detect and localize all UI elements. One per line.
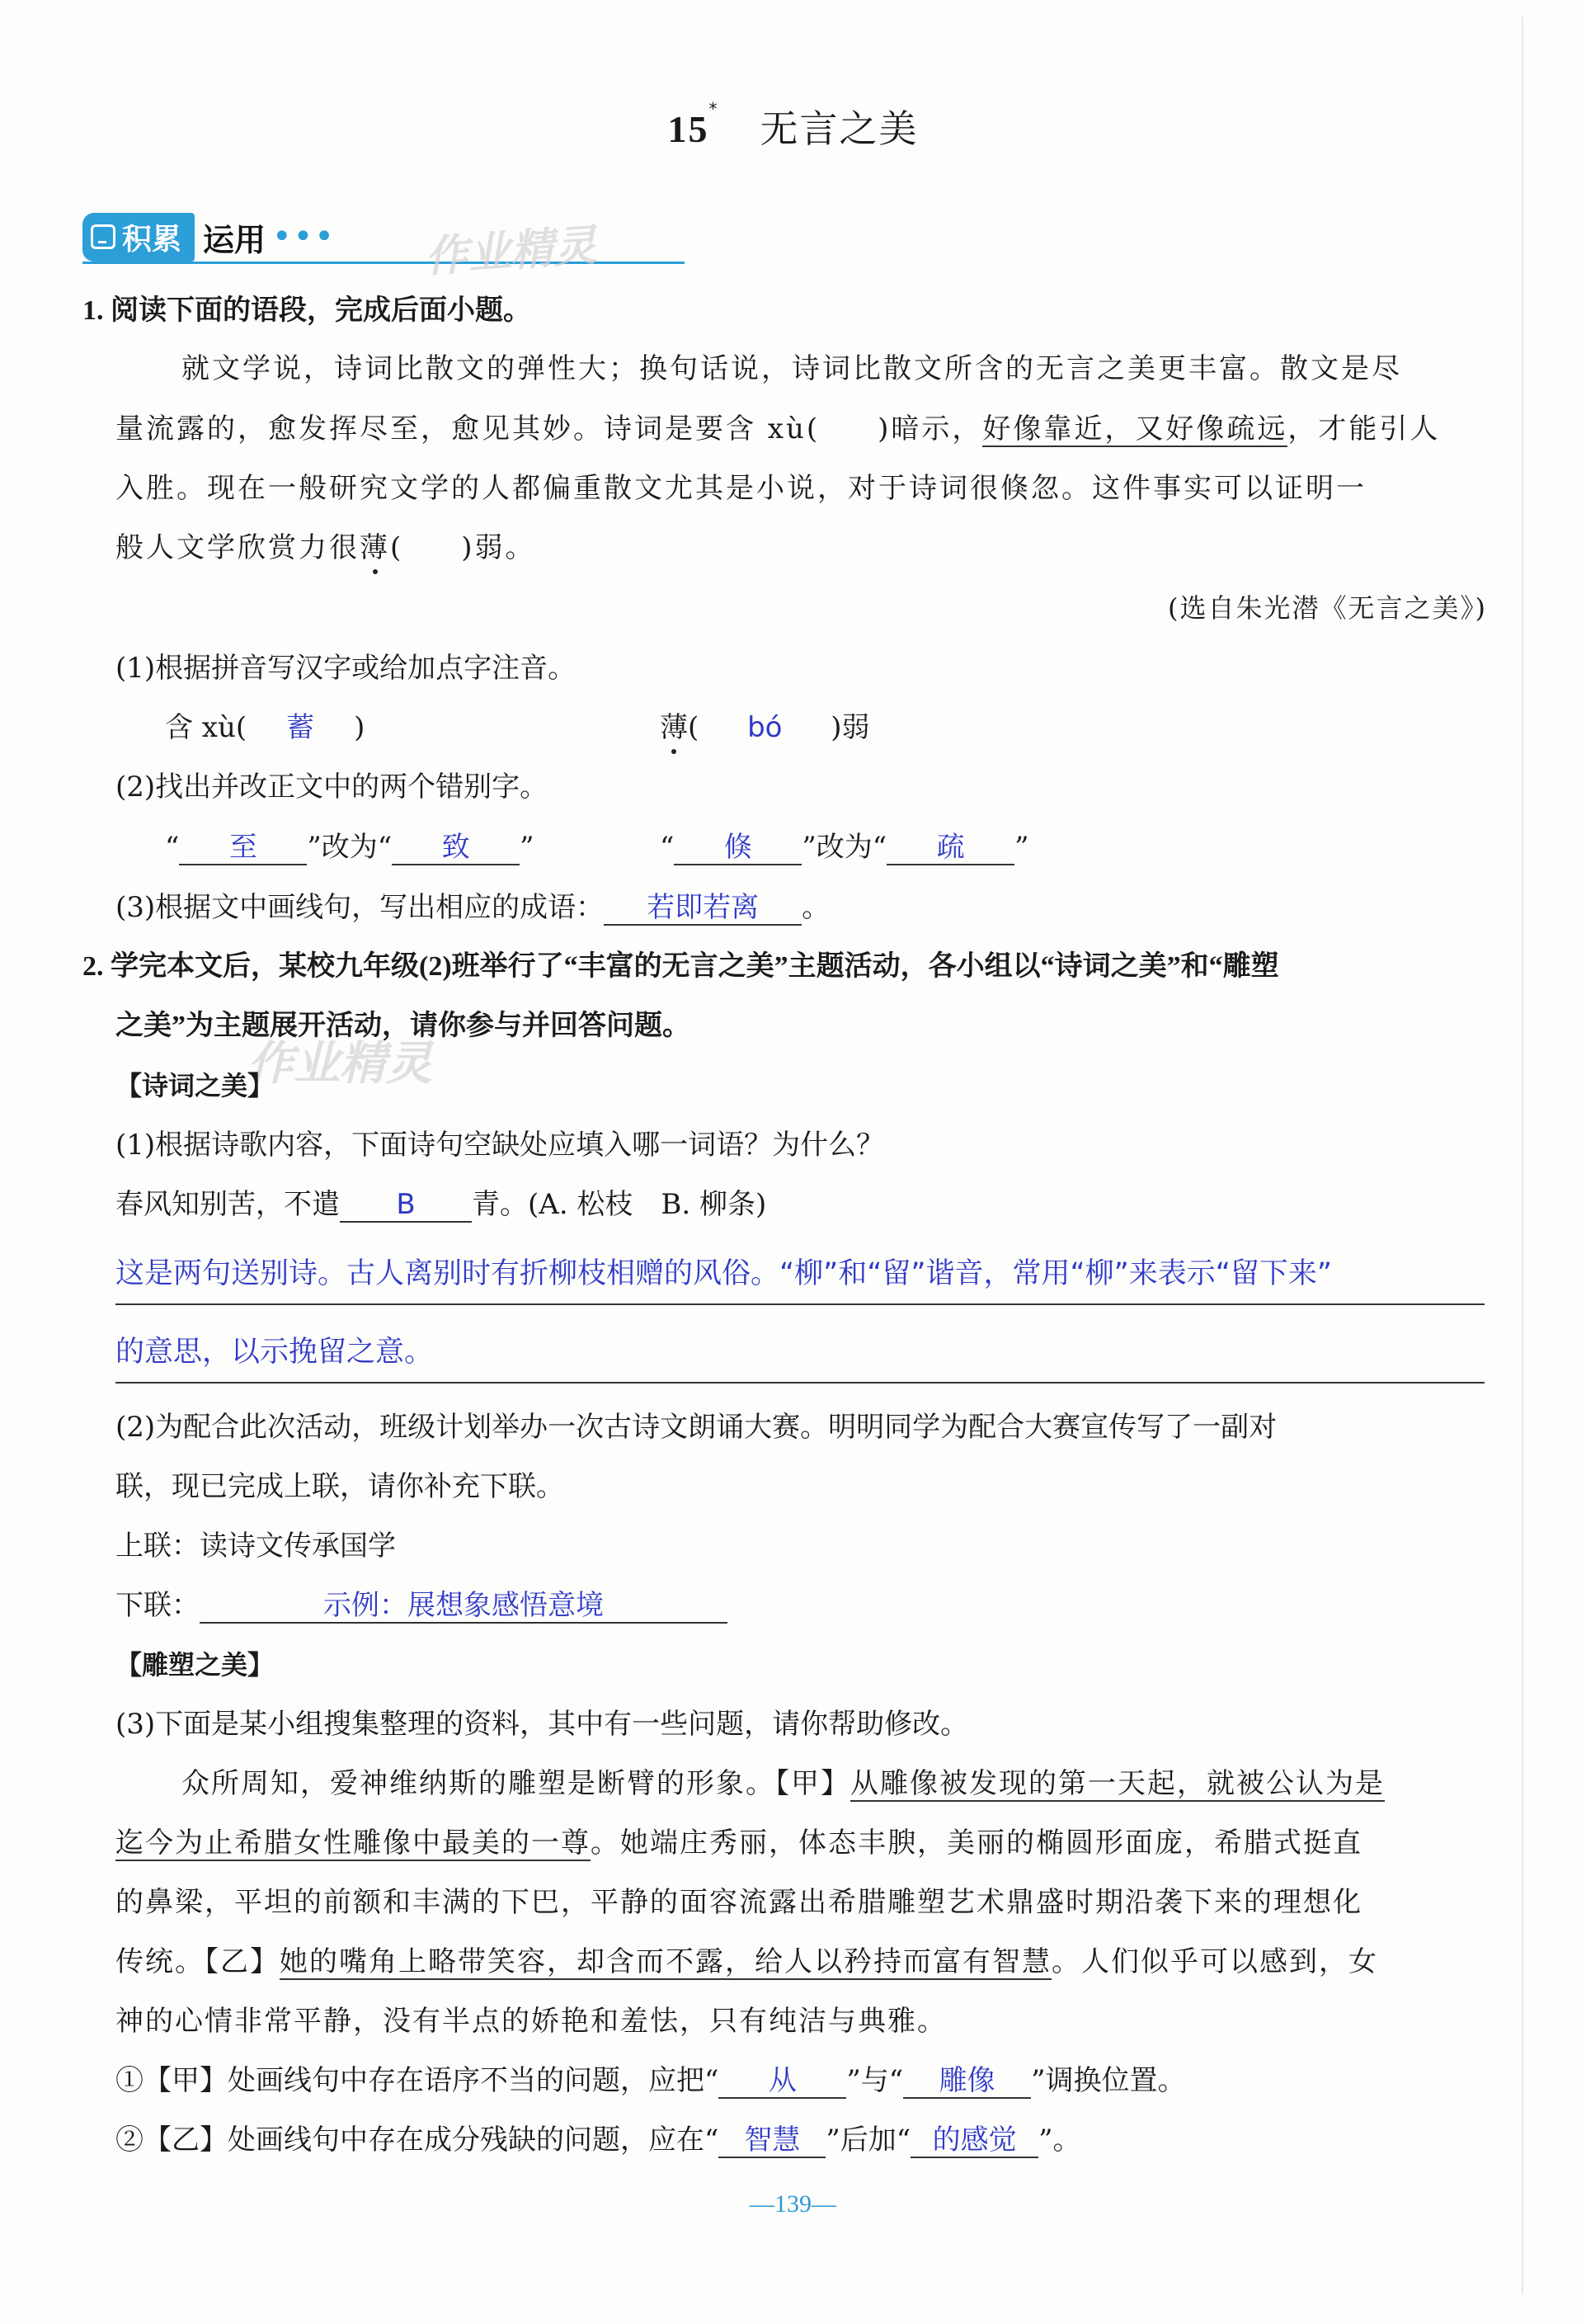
q2-passage-line: 神的心情非常平静，没有半点的娇艳和羞怯，只有纯洁与典雅。 [115,2005,947,2038]
q1-passage-line: 般人文学欣赏力很薄( )弱。 [115,531,536,564]
q2-stem: 之美”为主题展开活动，请你参与并回答问题。 [115,1011,690,1041]
q1-sub3: (3)根据文中画线句，写出相应的成语： 若即若离 。 [115,891,831,924]
q2-passage-line: 众所周知，爱神维纳斯的雕塑是断臂的形象。【甲】从雕像被发现的第一天起，就被公认为是 [181,1767,1385,1800]
q2-passage-line: 迄今为止希腊女性雕像中最美的一尊。她端庄秀丽，体态丰腴，美丽的椭圆形面庞，希腊式挺直 [115,1827,1362,1860]
answer-blank[interactable]: 致 [392,831,520,865]
couplet-upper: 上联：读诗文传承国学 [115,1530,396,1563]
section-tag-text: 积累 [122,222,182,257]
q2-sub3-answer-2: ②【乙】处画线句中存在成分残缺的问题，应在“ 智慧 ”后加“ 的感觉 ”。 [115,2124,1081,2157]
q1-sub2-answer-1: “ 至 ”改为“ 致 ” [165,831,534,864]
watermark: 作业精灵 [247,1037,432,1091]
section-label: 运用 [203,221,266,258]
underlined-sentence: 迄今为止希腊女性雕像中最美的一尊 [115,1827,591,1860]
answer-blank[interactable]: 从 [718,2064,846,2099]
passage-source: (选自朱光潜《无言之美》) [1168,592,1487,624]
page-number: —139— [750,2190,836,2218]
couplet-lower: 下联： 示例：展想象感悟意境 [115,1587,727,1624]
underlined-sentence: 好像靠近，又好像疏远 [982,412,1288,445]
subsection-heading: 【诗词之美】 [115,1070,275,1101]
answer-text: 蓄 [286,711,315,744]
q2-sub1-line: 春风知别苦，不遣 B 青。(A. 松枝 B. 柳条) [115,1188,767,1221]
answer-blank[interactable]: 雕像 [903,2064,1031,2099]
answer-text: bó [747,711,783,744]
q2-stem: 2. 学完本文后，某校九年级(2)班举行了“丰富的无言之美”主题活动，各小组以“诗词之美”和“雕塑 [82,951,1279,982]
q1-sub1-answer-b: 薄( bó )弱 [660,711,870,744]
section-tag [82,213,195,262]
q1-sub2-prompt: (2)找出并改正文中的两个错别字。 [115,771,548,804]
q1-sub2-answer-2: “ 倏 ”改为“ 疏 ” [660,831,1029,864]
underlined-sentence: 从雕像被发现的第一天起，就被公认为是 [850,1767,1385,1800]
answer-blank[interactable]: 至 [179,831,307,865]
q1-passage-line: 就文学说，诗词比散文的弹性大；换句话说，诗词比散文所含的无言之美更丰富。散文是尽 [181,352,1402,385]
q2-sub3-answer-1: ①【甲】处画线句中存在语序不当的问题，应把“ 从 ”与“ 雕像 ”调换位置。 [115,2064,1186,2097]
q1-sub1-answer-a: 含 xù( 蓄 ) [165,711,365,744]
q2-sub1-reason: 的意思，以示挽留之意。 [115,1336,434,1369]
watermark: 作业精灵 [423,220,599,283]
section-dots: ••• [272,218,336,256]
q2-sub2-prompt: (2)为配合此次活动，班级计划举办一次古诗文朗诵大赛。明明同学为配合大赛宣传写了一副对 [115,1411,1278,1444]
answer-blank[interactable]: 智慧 [718,2124,826,2158]
book-icon [91,224,115,249]
answer-blank[interactable]: B [340,1188,472,1223]
lesson-title-text: 无言之美 [760,106,919,151]
q1-stem: 1. 阅读下面的语段，完成后面小题。 [82,295,531,326]
answer-blank[interactable]: 示例：展想象感悟意境 [200,1589,727,1624]
lesson-title [0,99,1586,153]
lesson-mark: * [708,99,719,119]
q2-sub2-prompt: 联，现已完成上联，请你补充下联。 [115,1470,564,1503]
q2-sub3-prompt: (3)下面是某小组搜集整理的资料，其中有一些问题，请你帮助修改。 [115,1708,969,1741]
q1-passage-line: 量流露的，愈发挥尽至，愈见其妙。诗词是要含 xù( )暗示，好像靠近，又好像疏远，才能引人 [115,412,1441,445]
answer-rule [115,1382,1485,1384]
q2-sub1-reason: 这是两句送别诗。古人离别时有折柳枝相赠的风俗。“柳”和“留”谐音，常用“柳”来表示“留下来” [115,1257,1333,1290]
answer-rule [115,1303,1485,1305]
dotted-char: 薄 [360,531,390,564]
q2-passage-line: 的鼻梁，平坦的前额和丰满的下巴，平静的面容流露出希腊雕塑艺术鼎盛时期沿袭下来的理想化 [115,1886,1362,1919]
page-edge-line [1522,16,1523,2293]
q2-sub1-prompt: (1)根据诗歌内容，下面诗句空缺处应填入哪一词语？为什么？ [115,1129,885,1162]
answer-blank[interactable]: 若即若离 [604,891,802,926]
subsection-heading: 【雕塑之美】 [115,1649,275,1681]
answer-blank[interactable]: 疏 [887,831,1014,865]
lesson-number: 15 [667,108,709,150]
q1-passage-line: 入胜。现在一般研究文学的人都偏重散文尤其是小说，对于诗词很倏忽。这件事实可以证明一 [115,472,1367,505]
q1-sub1-prompt: (1)根据拼音写汉字或给加点字注音。 [115,652,577,685]
answer-blank[interactable]: 的感觉 [911,2124,1038,2158]
q2-passage-line: 传统。【乙】她的嘴角上略带笑容，却含而不露，给人以矜持而富有智慧。人们似乎可以感到，女 [115,1945,1378,1978]
underlined-sentence: 她的嘴角上略带笑容，却含而不露，给人以矜持而富有智慧 [280,1945,1052,1978]
answer-blank[interactable]: 倏 [674,831,802,865]
